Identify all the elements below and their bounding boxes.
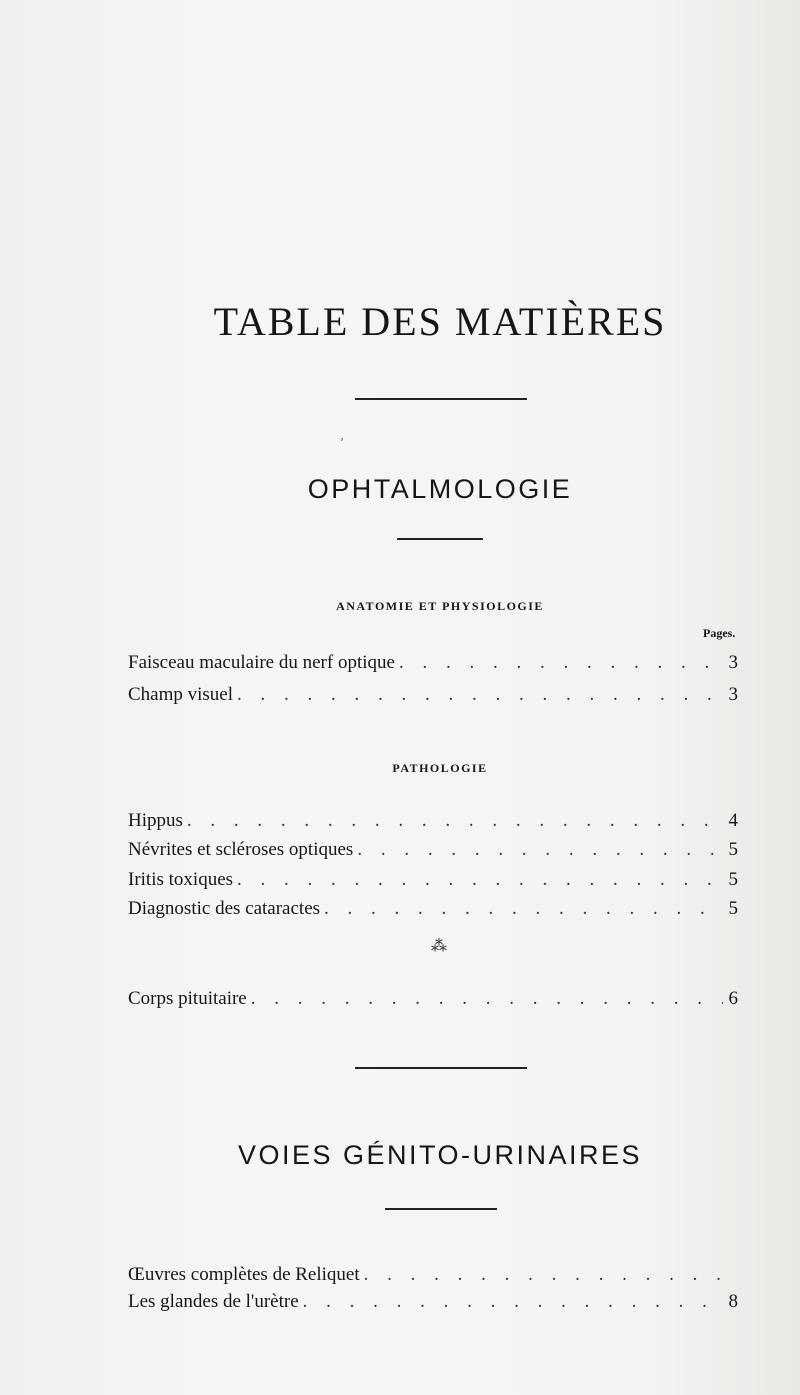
section-divider-rule: [355, 1067, 527, 1069]
toc-entry[interactable]: [128, 898, 738, 920]
group-heading-anatomie: ANATOMIE ET PHYSIOLOGIE: [336, 599, 544, 613]
toc-entry-page: 5: [728, 898, 738, 919]
leader-dots: [187, 810, 723, 832]
leader-dots: [303, 1291, 723, 1313]
show-through-text: [110, 110, 770, 131]
toc-entry[interactable]: [128, 652, 738, 674]
page-title: TABLE DES MATIÈRES: [213, 299, 667, 344]
group-heading-pathologie: PATHOLOGIE: [392, 761, 488, 775]
title-rule: [355, 398, 527, 400]
toc-entry-label: Faisceau maculaire du nerf optique: [128, 652, 395, 673]
section-rule: [397, 538, 483, 540]
section-title-ophtalmologie: OPHTALMOLOGIE: [307, 474, 573, 504]
toc-entry-page: 5: [728, 839, 738, 860]
toc-entry-label: Diagnostic des cataractes: [128, 898, 321, 919]
leader-dots: [237, 869, 722, 891]
toc-entry-label: Corps pituitaire: [128, 988, 247, 1009]
toc-entry-label: Iritis toxiques: [128, 869, 234, 890]
leader-dots: [357, 839, 722, 861]
toc-entry[interactable]: [128, 988, 738, 1010]
toc-entry[interactable]: [128, 1291, 738, 1313]
leader-dots: [251, 988, 723, 1010]
toc-entry-page: 4: [728, 810, 738, 831]
leader-dots: [237, 684, 722, 706]
leader-dots: [364, 1264, 732, 1286]
toc-entry-page: 3: [728, 652, 738, 673]
decorative-mark: ‚: [340, 428, 344, 442]
leader-dots: [399, 652, 723, 674]
toc-entry-page: 8: [728, 1291, 738, 1312]
toc-entry-label: Œuvres complètes de Reliquet: [128, 1264, 360, 1285]
toc-entry-page: 3: [728, 684, 738, 705]
toc-entry-label: Champ visuel: [128, 684, 234, 705]
toc-entry-page: 5: [728, 869, 738, 890]
pages-column-label: Pages.: [703, 626, 736, 640]
leader-dots: [324, 898, 722, 920]
section-rule: [385, 1208, 497, 1210]
toc-entry[interactable]: [128, 1264, 738, 1286]
toc-entry[interactable]: [128, 839, 738, 861]
toc-entry-label: Névrites et scléroses optiques: [128, 839, 354, 860]
section-title-voies-genito-urinaires: VOIES GÉNITO-URINAIRES: [237, 1140, 643, 1170]
toc-entry[interactable]: [128, 684, 738, 706]
toc-entry[interactable]: [128, 810, 738, 832]
asterism-separator: ⁂: [431, 938, 447, 955]
toc-entry-label: Les glandes de l'urètre: [128, 1291, 299, 1312]
toc-entry[interactable]: [128, 869, 738, 891]
toc-entry-page: 6: [728, 988, 738, 1009]
toc-entry-label: Hippus: [128, 810, 183, 831]
